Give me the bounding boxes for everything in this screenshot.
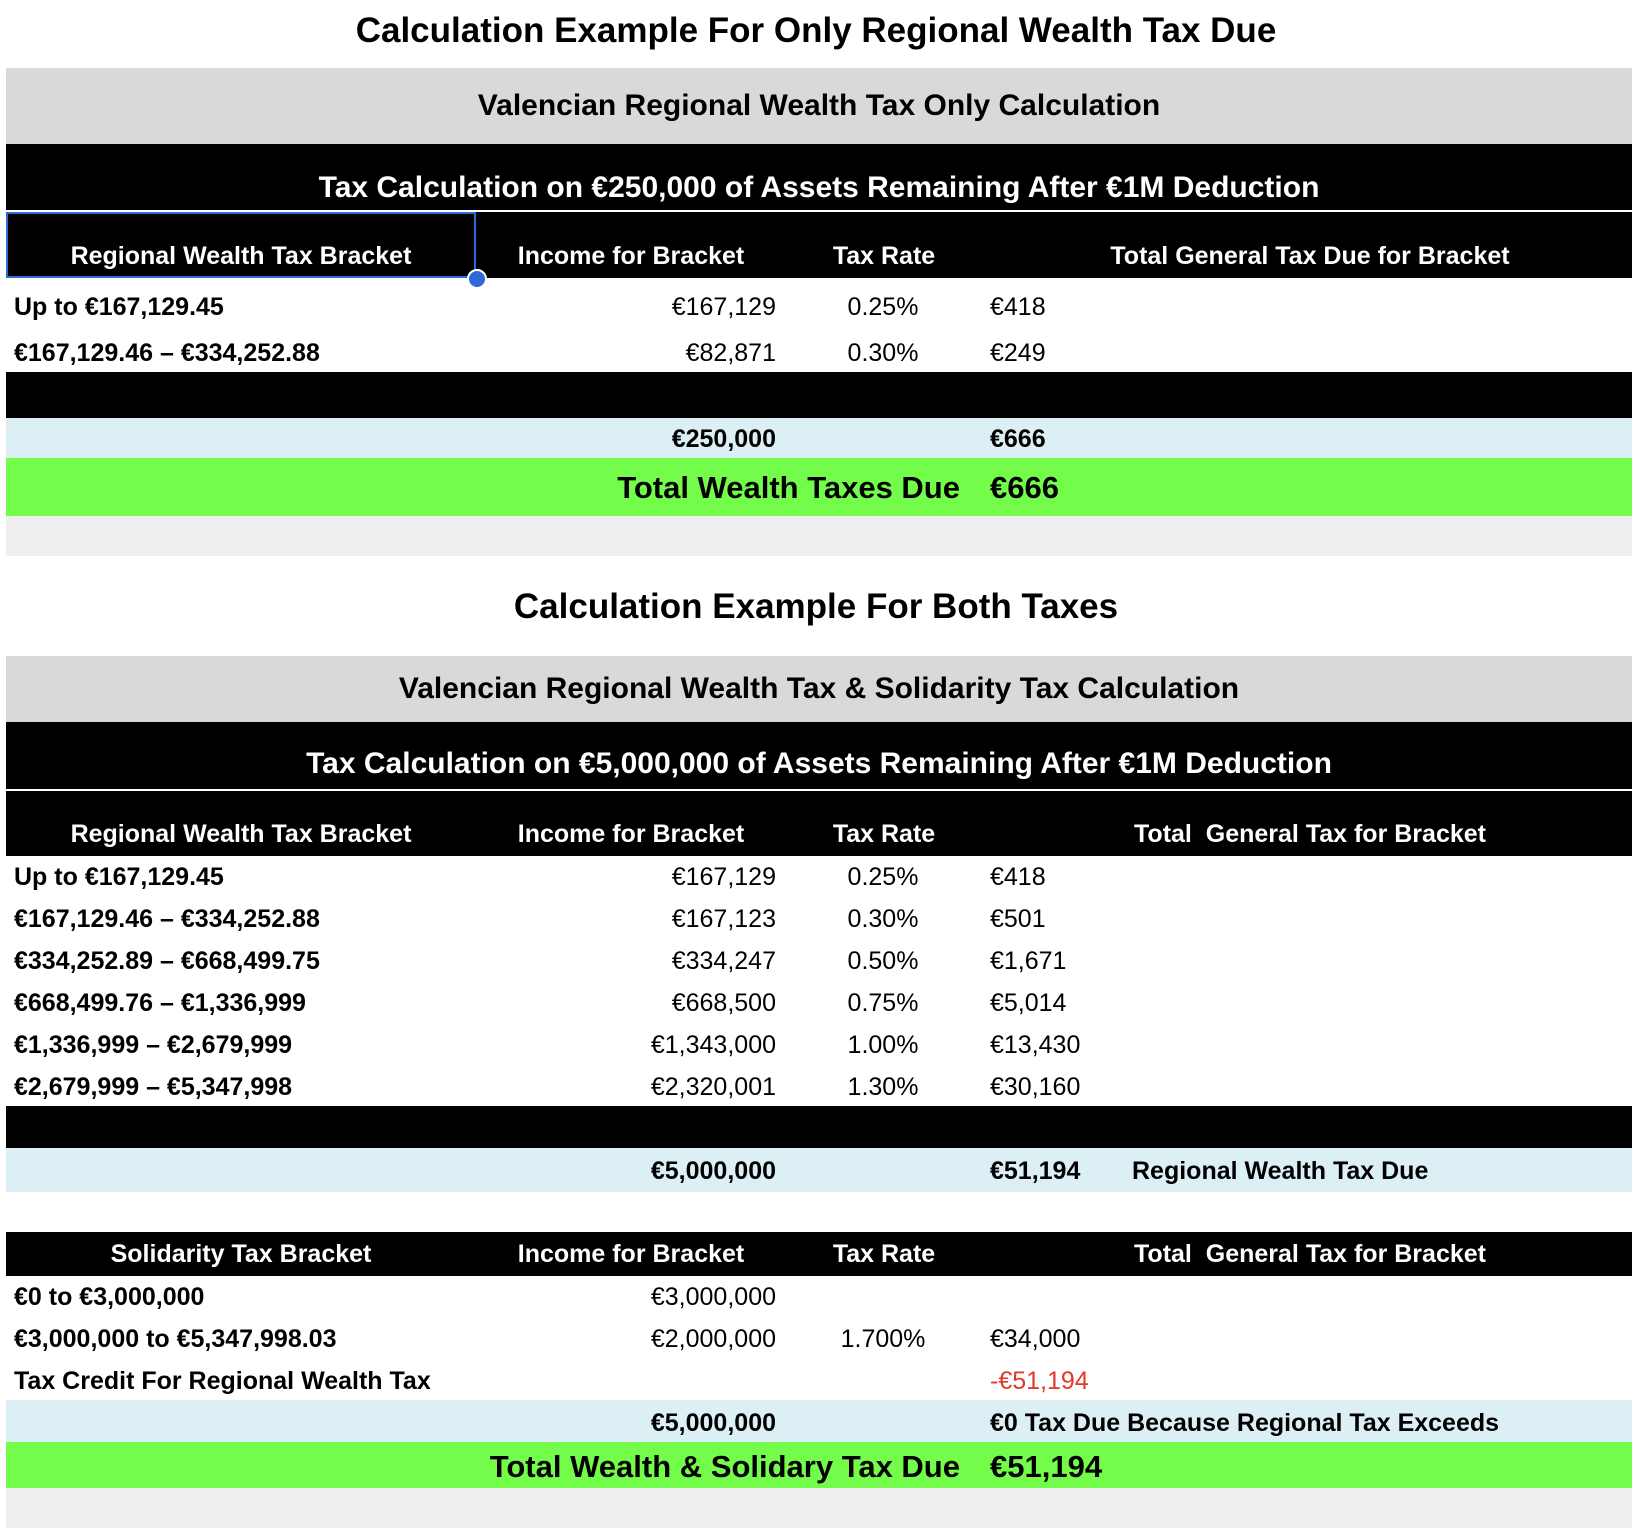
table-row-rate: 0.25% — [847, 293, 919, 321]
section2-grand-label: Total Wealth & Solidary Tax Due — [489, 1449, 960, 1484]
section1-total-income: €250,000 — [671, 425, 776, 453]
table-row-tax: €501 — [990, 905, 1046, 933]
solidarity-header-bracket: Solidarity Tax Bracket — [110, 1240, 372, 1268]
credit-value: -€51,194 — [990, 1367, 1089, 1395]
table-row-bracket: €2,679,999 – €5,347,998 — [14, 1073, 293, 1101]
table-row-tax: €34,000 — [990, 1325, 1081, 1353]
section2-banner-divider — [6, 789, 1632, 791]
section2-subtitle-band — [6, 656, 1632, 722]
section2-banner: Tax Calculation on €5,000,000 of Assets Remaining After €1M Deduction — [306, 747, 1332, 780]
section2-header-rate: Tax Rate — [832, 820, 936, 848]
section1-totals-row — [6, 418, 1632, 458]
section2-header-tax: Total General Tax for Bracket — [1134, 820, 1486, 848]
table-row-bracket: €167,129.46 – €334,252.88 — [14, 339, 320, 367]
table-row-income: €668,500 — [671, 989, 776, 1017]
table-row-bracket: €3,000,000 to €5,347,998.03 — [14, 1325, 337, 1353]
section2-total-income: €5,000,000 — [650, 1157, 776, 1185]
section2-footer-band — [6, 1488, 1632, 1528]
table-row-bracket: €1,336,999 – €2,679,999 — [14, 1031, 293, 1059]
table-row-tax: €1,671 — [990, 947, 1067, 975]
table-row-income: €1,343,000 — [650, 1031, 776, 1059]
section2-total-note: Regional Wealth Tax Due — [1132, 1157, 1429, 1185]
table-row-income: €3,000,000 — [650, 1283, 776, 1311]
section1-subtitle-band — [6, 68, 1632, 144]
table-row-tax: €30,160 — [990, 1073, 1081, 1101]
section1-spacer-band — [6, 372, 1632, 418]
table-row-tax: €418 — [990, 293, 1046, 321]
table-row-bracket: Up to €167,129.45 — [14, 293, 224, 321]
solidarity-total-income: €5,000,000 — [650, 1409, 776, 1437]
table-row-rate: 0.30% — [847, 339, 919, 367]
selection-fill-handle[interactable] — [467, 269, 487, 289]
selected-cell[interactable] — [6, 212, 476, 278]
section2-title: Calculation Example For Both Taxes — [513, 587, 1119, 626]
section1-header-bracket: Regional Wealth Tax Bracket — [70, 242, 412, 270]
table-row-bracket: Up to €167,129.45 — [14, 863, 224, 891]
section2-spacer-band — [6, 1106, 1632, 1148]
section2-subtitle: Valencian Regional Wealth Tax & Solidarity Tax Calculation — [398, 672, 1240, 705]
table-row-rate: 1.700% — [840, 1325, 926, 1353]
table-row-tax: €418 — [990, 863, 1046, 891]
section1-grand-value: €666 — [990, 470, 1059, 505]
table-row-tax: €249 — [990, 339, 1046, 367]
table-row-rate: 0.25% — [847, 863, 919, 891]
section1-grand-label: Total Wealth Taxes Due — [617, 470, 960, 505]
table-row-income: €334,247 — [671, 947, 776, 975]
solidarity-header-income: Income for Bracket — [517, 1240, 745, 1268]
section1-header-tax: Total General Tax Due for Bracket — [1110, 242, 1510, 270]
table-row-rate: 0.75% — [847, 989, 919, 1017]
section2-header-income: Income for Bracket — [517, 820, 745, 848]
table-row-rate: 1.30% — [847, 1073, 919, 1101]
section1-header-income: Income for Bracket — [517, 242, 745, 270]
table-row-bracket: €167,129.46 – €334,252.88 — [14, 905, 320, 933]
section1-title: Calculation Example For Only Regional Wealth Tax Due — [355, 11, 1277, 50]
table-row-bracket: €668,499.76 – €1,336,999 — [14, 989, 306, 1017]
section1-banner: Tax Calculation on €250,000 of Assets Remaining After €1M Deduction — [318, 171, 1320, 204]
table-row-rate: 0.30% — [847, 905, 919, 933]
table-row-tax: €13,430 — [990, 1031, 1081, 1059]
table-row-rate: 1.00% — [847, 1031, 919, 1059]
table-row-income: €167,129 — [671, 293, 776, 321]
section1-header-rate: Tax Rate — [832, 242, 936, 270]
solidarity-total-note: €0 Tax Due Because Regional Tax Exceeds — [990, 1409, 1500, 1437]
section2-grand-value: €51,194 — [990, 1449, 1103, 1484]
section1-subtitle: Valencian Regional Wealth Tax Only Calculation — [477, 89, 1161, 122]
table-row-income: €167,129 — [671, 863, 776, 891]
solidarity-header-rate: Tax Rate — [832, 1240, 936, 1268]
table-row-income: €2,000,000 — [650, 1325, 776, 1353]
table-row-rate: 0.50% — [847, 947, 919, 975]
table-row-bracket: €334,252.89 – €668,499.75 — [14, 947, 320, 975]
table-row-tax: €5,014 — [990, 989, 1067, 1017]
table-row-bracket: €0 to €3,000,000 — [14, 1283, 205, 1311]
solidarity-header-tax: Total General Tax for Bracket — [1134, 1240, 1486, 1268]
table-row-income: €167,123 — [671, 905, 776, 933]
section2-header-bracket: Regional Wealth Tax Bracket — [70, 820, 412, 848]
section1-total-tax: €666 — [990, 425, 1046, 453]
section1-footer-band — [6, 516, 1632, 556]
table-row-income: €82,871 — [685, 339, 776, 367]
table-row-income: €2,320,001 — [650, 1073, 776, 1101]
credit-label: Tax Credit For Regional Wealth Tax — [14, 1367, 431, 1395]
section2-total-tax: €51,194 — [990, 1157, 1081, 1185]
